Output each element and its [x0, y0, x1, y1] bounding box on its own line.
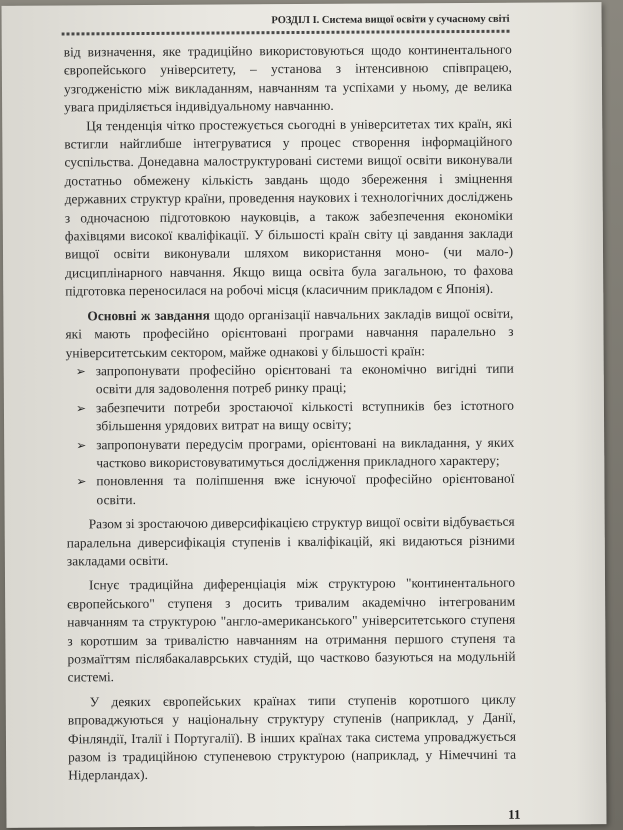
- paragraph-trend: Ця тенденція чітко простежується сьогодні в університетах тих країн, які встигли найглибше інтегруватися у процес створення інформаційного суспільства. Донедавна малоструктуровані системи вищої освіти виконували достатньо обмежену кількість завдань щодо збереження і зміцнення державних структур країни, проведення наукових і технологічних досліджень з одночасною підготовкою науковців, а також забезпечення економіки фахівцями високої кваліфікації. У більшості країн світу ці завдання заклади вищої освіти виконували шляхом використання моно- (чи мало-) дисциплінарного навчання. Якщо вища освіта була загальною, то фахова підготовка переносилася на робочі місця (класичним прикладом є Японія).: [64, 115, 514, 299]
- paragraph-short-cycle: У деяких європейських країнах типи ступенів коротшого циклу впроваджуються у національну структуру ступенів (наприклад, у Данії, Фінляндії, Італії і Португалії). В інших країнах така система упроваджується разом із традиційною ступеневою структурою (наприклад, у Німеччині та Нідерландах).: [67, 691, 517, 783]
- page-number: 11: [508, 806, 521, 822]
- list-item: [66, 396, 514, 436]
- arrowhead-bullet-icon: ➢: [76, 474, 87, 489]
- body-text: [64, 41, 517, 786]
- arrowhead-bullet-icon: ➢: [76, 437, 87, 452]
- header-dotted-rule: [62, 30, 510, 36]
- list-item: [66, 470, 514, 510]
- paragraph-diversification: Разом зі зростаючою диверсифікацією структур вищої освіти відбувається паралельна диверсифікація ступенів і кваліфікацій, які видаються різними закладами освіти.: [66, 513, 515, 569]
- paragraph-continued: від визначення, яке традиційно використовуються щодо континентального європейського університету, – установа з інтенсивною співпрацею, узгодженістю між викладанням, навчанням та успіхами у ньому, де велика увага приділяється індивідуальному навчанню.: [63, 41, 513, 115]
- list-item: [66, 433, 514, 473]
- page-shading: [571, 2, 606, 824]
- main-tasks-text: щодо організації навчальних закладів вищої освіти, які мають професійно орієнтовані програми навчання паралельно з університетським сектором, майже однакові у більшості країн:: [65, 305, 514, 360]
- book-page: [1, 2, 606, 828]
- list-item: [66, 360, 514, 400]
- paragraph-main-tasks: [65, 304, 513, 362]
- arrowhead-bullet-icon: ➢: [75, 364, 86, 379]
- main-tasks-bold-label: Основні ж завдання: [87, 307, 210, 324]
- list-item-text: запропонувати передусім програми, орієнтовані на викладання, у яких частково використовуватимуться дослідження прикладного характеру;: [96, 434, 515, 471]
- list-item-text: забезпечити потреби зростаючої кількості вступників без істотного збільшення урядових витрат на вищу освіту;: [95, 397, 514, 434]
- running-header: [62, 14, 510, 37]
- list-item-text: поновлення та поліпшення вже існуючої професійно орієнтованої освіти.: [96, 471, 515, 508]
- running-header-title: РОЗДІЛ І. Система вищої освіти у сучасному світі: [271, 13, 510, 27]
- tasks-list: [66, 360, 515, 510]
- arrowhead-bullet-icon: ➢: [75, 401, 87, 416]
- list-item-text: запропонувати професійно орієнтовані та економічно вигідні типи освіти для задоволення потреб ринку праці;: [95, 360, 514, 397]
- paragraph-differentiation: Існує традиційна диференціація між структурою "континентального європейського" ступеня з досить тривалим академічно інтегрованим навчанням та структурою "англо-американського" університетського ступеня з коротшим за тривалістю навчанням на отримання першого ступеня та розмаїттям післябакалаврських студій, що частково базуються на модульній системі.: [67, 575, 516, 685]
